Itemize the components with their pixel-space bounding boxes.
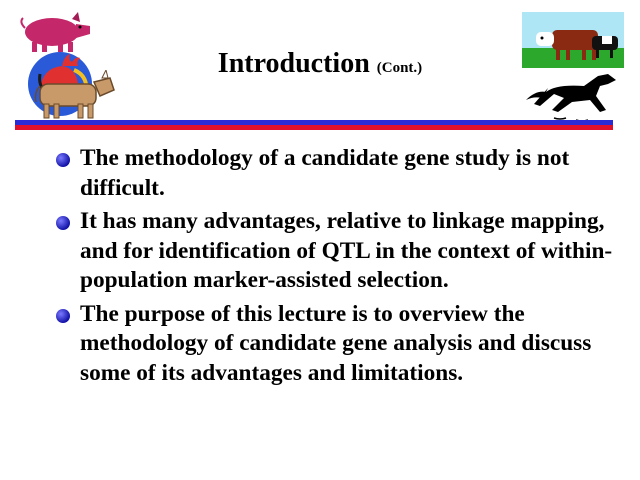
bullet-text: The methodology of a candidate gene study is not difficult. xyxy=(80,145,570,201)
bullet-list xyxy=(56,144,622,392)
bullet-dot-icon xyxy=(56,153,70,167)
bullet-item xyxy=(56,207,622,296)
bullet-dot-icon xyxy=(56,216,70,230)
bullet-dot-icon xyxy=(56,309,70,323)
bullet-text: It has many advantages, relative to linkage mapping, and for identification of QTL in the context of within-population marker-assisted selection. xyxy=(80,208,613,293)
title-divider-red xyxy=(15,125,613,130)
slide-title xyxy=(0,48,640,80)
slide-title-suffix: (Cont.) xyxy=(376,60,423,76)
slide-title-text: Introduction xyxy=(217,48,370,79)
bullet-item xyxy=(56,144,622,203)
bullet-item xyxy=(56,300,622,389)
bullet-text: The purpose of this lecture is to overview the methodology of candidate gene analysis and discuss some of its advantages and limitations. xyxy=(80,300,592,386)
